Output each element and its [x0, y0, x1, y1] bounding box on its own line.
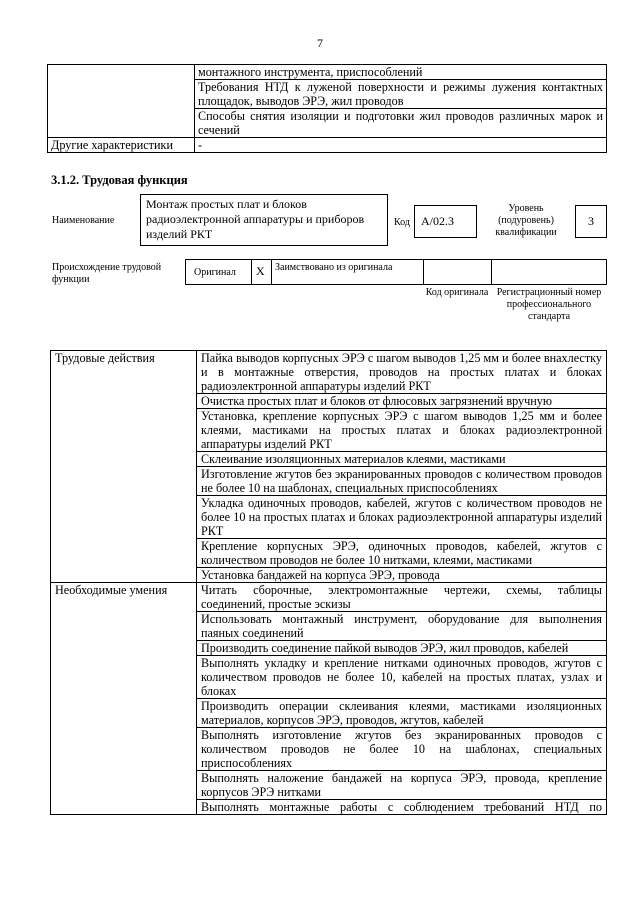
- skill-item: Выполнять укладку и крепление нитками одиночных проводов, жгутов с количеством проводов не более 10, кабелей на простых платах, узлах и блоках: [197, 656, 607, 699]
- table-cell: Требования НТД к луженой поверхности и режимы лужения контактных площадок, выводов ЭРЭ, жил проводов: [195, 80, 607, 109]
- table-cell: монтажного инструмента, приспособлений: [195, 65, 607, 80]
- skill-item: Производить соединение пайкой выводов ЭРЭ, жил проводов, кабелей: [197, 641, 607, 656]
- empty-label-cell: [48, 65, 195, 138]
- original-cell: Оригинал: [186, 260, 252, 284]
- table-row: [51, 351, 607, 394]
- code-original-label: Код оригинала: [425, 287, 489, 298]
- labor-action-item: Установка, крепление корпусных ЭРЭ с шагом выводов 1,25 мм и более клеями, мастиками на простых платах и блоках радиоэлектронной аппаратуры изделий РКТ: [197, 409, 607, 452]
- labor-action-item: Пайка выводов корпусных ЭРЭ с шагом выводов 1,25 мм и более внахлестку и в монтажные отверстия, проводов на простых платах и блоках радиоэлектронной аппаратуры изделий РКТ: [197, 351, 607, 394]
- reg-number-label: Регистрационный номер профессионального стандарта: [496, 287, 602, 322]
- qualification-level: 3: [575, 205, 607, 238]
- borrowed-cell: Заимствовано из оригинала: [272, 260, 424, 284]
- reg-number-cell: [492, 260, 606, 284]
- section-heading: 3.1.2. Трудовая функция: [51, 173, 188, 187]
- skills-label: Необходимые умения: [51, 583, 197, 815]
- table-row: [48, 65, 607, 80]
- table-row: [48, 138, 607, 153]
- other-characteristics-value: -: [195, 138, 607, 153]
- labor-action-item: Крепление корпусных ЭРЭ, одиночных проводов, кабелей, жгутов с количеством проводов не более 10 нитками, клеями, мастиками: [197, 539, 607, 568]
- table-cell: Способы снятия изоляции и подготовки жил проводов различных марок и сечений: [195, 109, 607, 138]
- skill-item: Читать сборочные, электромонтажные чертежи, схемы, таблицы соединений, простые эскизы: [197, 583, 607, 612]
- skill-item: Выполнять монтажные работы с соблюдением требований НТД по: [197, 800, 607, 815]
- skill-item: Использовать монтажный инструмент, оборудование для выполнения паяных соединений: [197, 612, 607, 641]
- code-label: Код: [394, 217, 410, 228]
- labor-function-table: [50, 350, 607, 815]
- original-mark: X: [252, 260, 272, 284]
- labor-action-item: Установка бандажей на корпуса ЭРЭ, провода: [197, 568, 607, 583]
- table-row: [51, 583, 607, 612]
- origin-row: [185, 259, 607, 285]
- function-code: А/02.3: [414, 205, 477, 238]
- skill-item: Выполнять изготовление жгутов без экранированных проводов с количеством проводов не более 10 на шаблонах, специальных приспособлениях: [197, 728, 607, 771]
- labor-action-item: Изготовление жгутов без экранированных проводов с количеством проводов не более 10 на шаблонах, специальных приспособлениях: [197, 467, 607, 496]
- other-characteristics-label: Другие характеристики: [48, 138, 195, 153]
- code-original-cell: [424, 260, 492, 284]
- name-label: Наименование: [52, 215, 115, 226]
- level-label: Уровень (подуровень) квалификации: [495, 203, 557, 238]
- continuation-table: [47, 64, 607, 153]
- labor-actions-label: Трудовые действия: [51, 351, 197, 583]
- skill-item: Производить операции склеивания клеями, мастиками изоляционных материалов, корпусов ЭРЭ, проводов, жгутов, кабелей: [197, 699, 607, 728]
- function-name: Монтаж простых плат и блоков радиоэлектронной аппаратуры и приборов изделий РКТ: [140, 194, 388, 246]
- skill-item: Выполнять наложение бандажей на корпуса ЭРЭ, провода, крепление корпусов ЭРЭ нитками: [197, 771, 607, 800]
- labor-action-item: Очистка простых плат и блоков от флюсовых загрязнений вручную: [197, 394, 607, 409]
- labor-action-item: Укладка одиночных проводов, кабелей, жгутов с количеством проводов не более 10 на простых платах и блоках радиоэлектронной аппаратуры изделий РКТ: [197, 496, 607, 539]
- labor-action-item: Склеивание изоляционных материалов клеями, мастиками: [197, 452, 607, 467]
- page-number: 7: [317, 36, 323, 50]
- origin-label: Происхождение трудовой функции: [52, 262, 162, 285]
